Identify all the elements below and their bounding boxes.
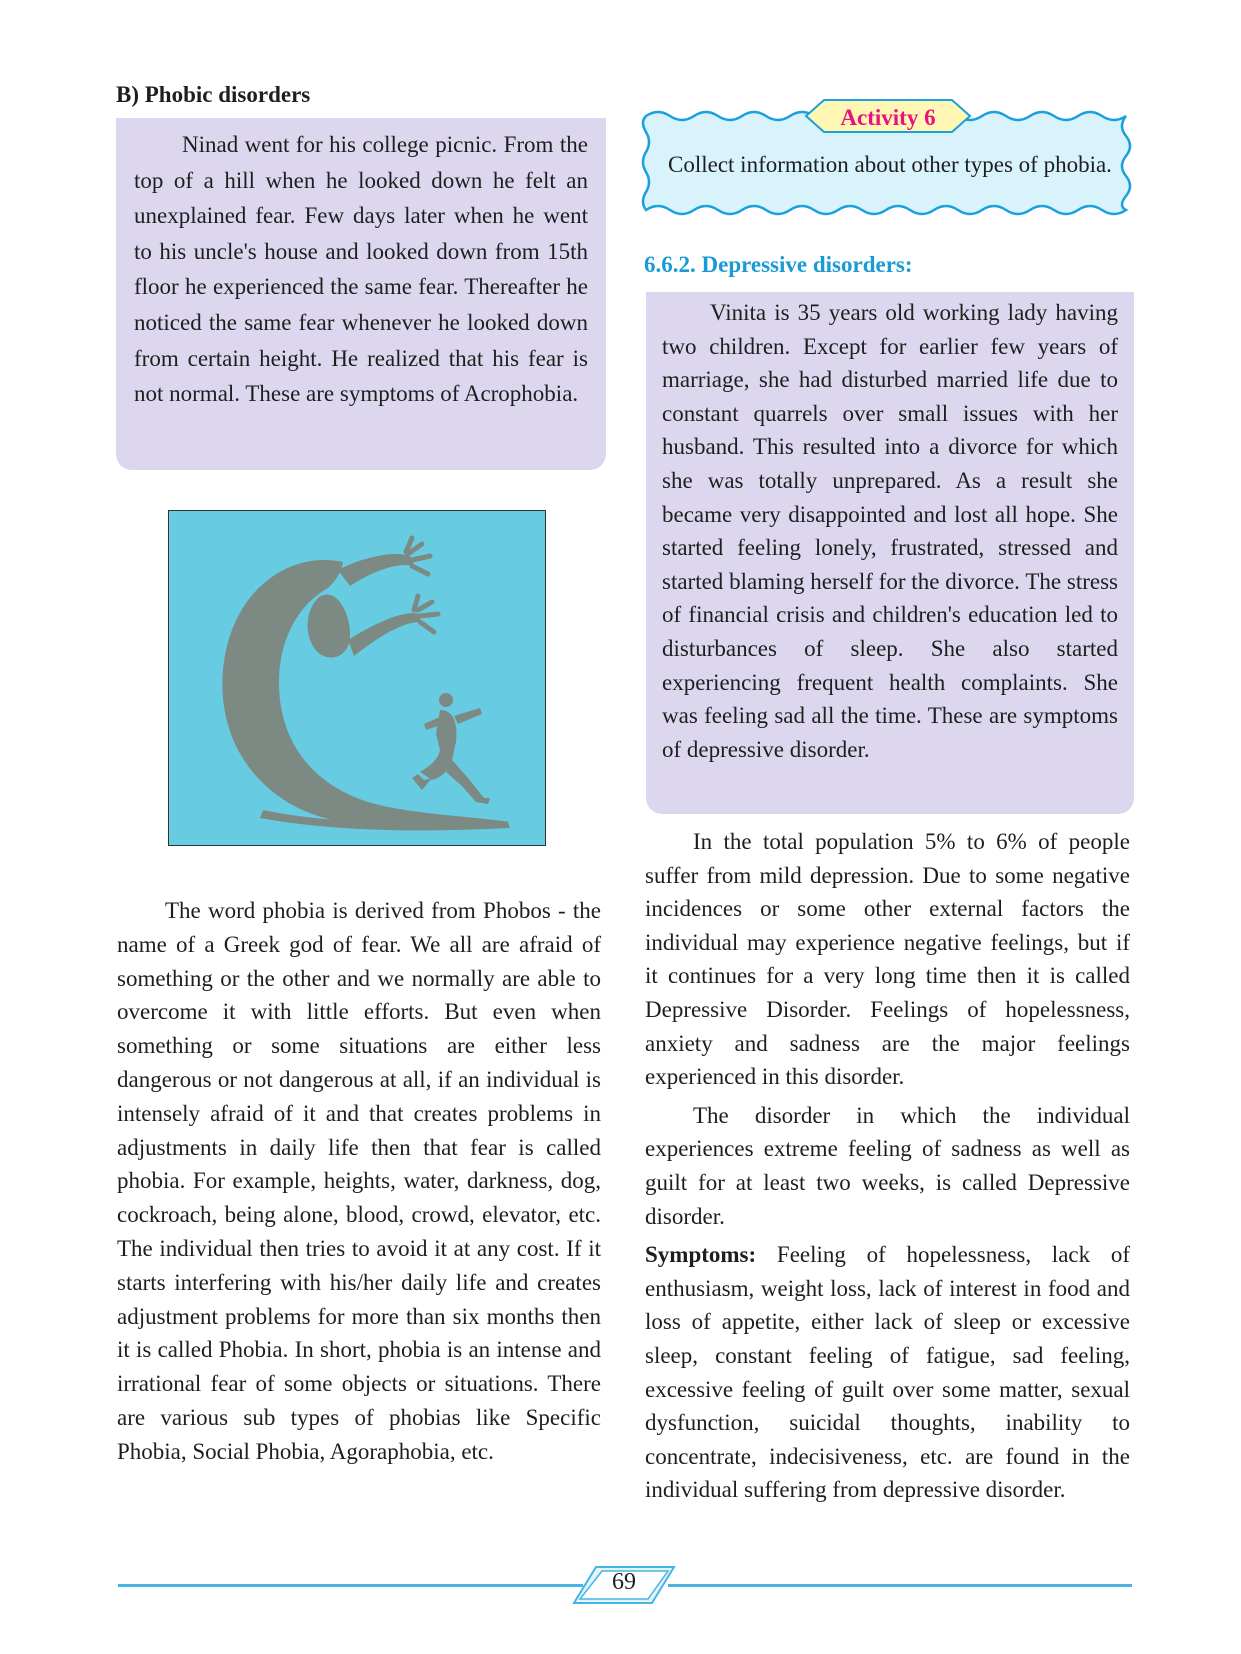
activity-text: Collect information about other types of phobia. (668, 152, 1112, 177)
symptoms-label: Symptoms: (645, 1242, 757, 1268)
section-heading-depressive-disorders: 6.6.2. Depressive disorders: (644, 252, 913, 277)
page-number: 69 (612, 1569, 636, 1595)
case-study-text: Ninad went for his college picnic. From the top of a hill when he looked down he felt an unexplained fear. Few days later when he went to his uncle's house and looked down from 15th floor he experienced the same fear. Thereafter he noticed the same fear whenever he looked down from certain height. He realized that his fear is not normal. These are symptoms of Acrophobia. (134, 132, 588, 407)
depression-definition-paragraph: The disorder in which the individual experiences extreme feeling of sadness as well as guilt for at least two weeks, is called Depressive disorder. (645, 1102, 1130, 1229)
activity-label: Activity 6 (840, 105, 936, 130)
case-study-box-ninad (116, 118, 606, 470)
footer-rule-right (668, 1584, 1132, 1587)
symptoms-text: Feeling of hopelessness, lack of enthusiasm, weight loss, lack of interest in food and loss of appetite, either lack of sleep or excessive sleep, constant feeling of fatigue, sad feeling, excessive feeling of guilt over some matter, sexual dysfunction, suicidal thoughts, inability to concentrate, indecisiveness, etc. are found in the individual suffering from depressive disorder. (645, 1242, 1130, 1503)
activity-box (640, 98, 1138, 234)
shadow-monster-chasing-man-image (168, 510, 546, 846)
symptoms-paragraph (645, 1238, 1130, 1507)
section-heading-phobic-disorders: B) Phobic disorders (116, 82, 311, 107)
phobia-illustration (168, 510, 546, 846)
depression-explanation (645, 825, 1130, 1507)
depression-prevalence-paragraph: In the total population 5% to 6% of people suffer from mild depression. Due to some negative incidences or some other external factors the individual may experience negative feelings, but if it continues for a very long time then it is called Depressive Disorder. Feelings of hopelessness, anxiety and sadness are the major feelings experienced in this disorder. (645, 829, 1130, 1090)
case-study-box-vinita (646, 292, 1134, 814)
phobia-definition-paragraph (117, 894, 601, 1469)
phobia-definition-text: The word phobia is derived from Phobos - the name of a Greek god of fear. We all are afraid of something or the other and we normally are able to overcome it with little efforts. But even when something or some situations are either less dangerous or not dangerous at all, if an individual is intensely afraid of it and that creates problems in adjustments in daily life then that fear is called phobia. For example, heights, water, darkness, dog, cockroach, being alone, blood, crowd, elevator, etc. The individual then tries to avoid it at any cost. If it starts interfering with his/her daily life and creates adjustment problems for more than six months then it is called Phobia. In short, phobia is an intense and irrational fear of some objects or situations. There are various sub types of phobias like Specific Phobia, Social Phobia, Agoraphobia, etc. (117, 898, 601, 1464)
page-number-badge (572, 1565, 676, 1605)
footer-rule-left (118, 1584, 583, 1587)
case-study-text: Vinita is 35 years old working lady having two children. Except for earlier few years of marriage, she had disturbed married life due to constant quarrels over small issues with her husband. This resulted into a divorce for which she was totally unprepared. As a result she became very disappointed and lost all hope. She started feeling lonely, frustrated, stressed and started blaming herself for the divorce. The stress of financial crisis and children's education led to disturbances of sleep. She also started experiencing frequent health complaints. She was feeling sad all the time. These are symptoms of depressive disorder. (662, 300, 1118, 762)
